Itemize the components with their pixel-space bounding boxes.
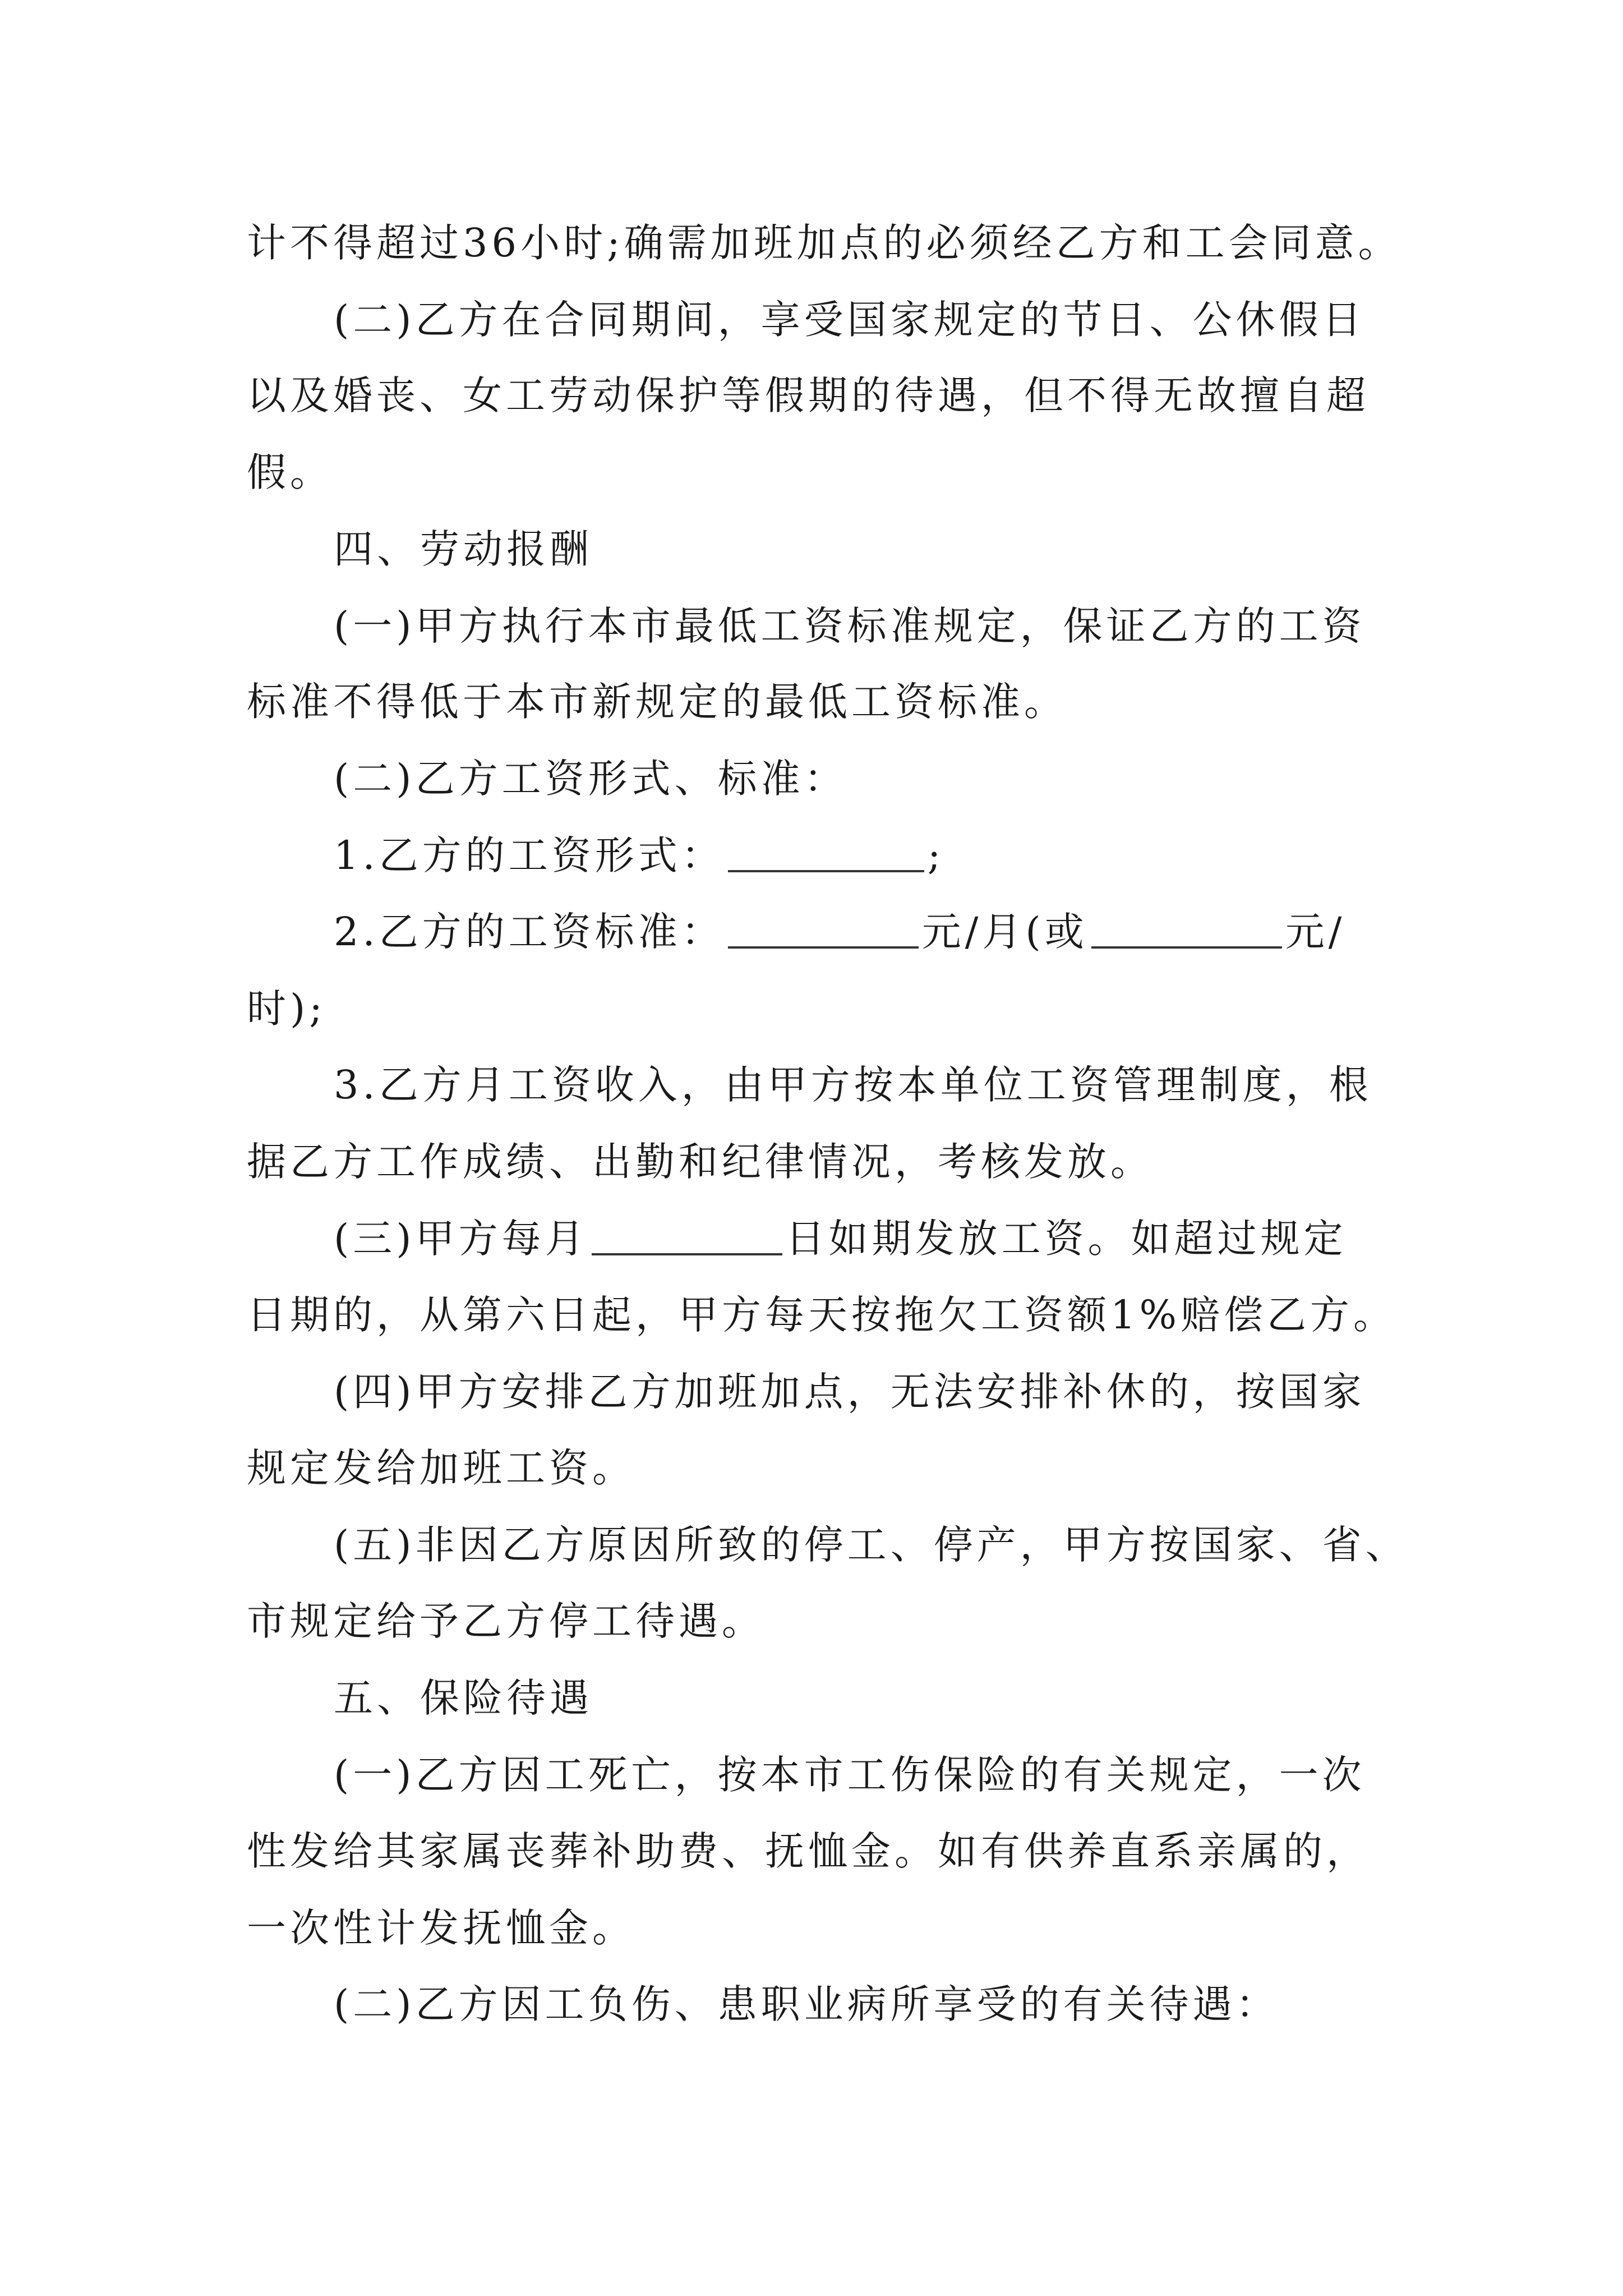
text-span: 据乙方工作成绩、出勤和纪律情况，考核发放。	[247, 1139, 1154, 1185]
text-span: (四)甲方安排乙方加班加点，无法安排补休的，按国家	[334, 1369, 1366, 1415]
text-span: ;	[927, 832, 945, 878]
paragraph-line	[247, 367, 1623, 424]
paragraph-line	[247, 215, 1623, 271]
fill-in-blank[interactable]	[728, 907, 919, 949]
text-span: (一)乙方因工死亡，按本市工伤保险的有关规定，一次	[334, 1752, 1366, 1798]
text-span: 3.乙方月工资收入，由甲方按本单位工资管理制度，根	[334, 1062, 1372, 1108]
fill-in-blank[interactable]	[592, 1214, 782, 1255]
text-span: 五、保险待遇	[334, 1675, 593, 1721]
text-span: 元/	[1285, 909, 1346, 955]
paragraph-line	[247, 1823, 1623, 1879]
section-heading	[334, 1670, 1623, 1726]
text-span: 日期的，从第六日起，甲方每天按拖欠工资额1%赔偿乙方。	[247, 1292, 1397, 1338]
paragraph-line	[247, 1900, 1623, 1956]
paragraph-line	[247, 1440, 1623, 1496]
text-span: 以及婚丧、女工劳动保护等假期的待遇，但不得无故擅自超	[247, 372, 1370, 418]
paragraph-line	[334, 751, 1623, 807]
text-span: 日如期发放工资。如超过规定	[785, 1216, 1347, 1262]
paragraph-line	[334, 1976, 1623, 2032]
text-span: (二)乙方在合同期间，享受国家规定的节日、公休假日	[334, 297, 1366, 343]
text-span: 规定发给加班工资。	[247, 1445, 635, 1491]
text-span: 2.乙方的工资标准：	[334, 909, 725, 955]
paragraph-line	[334, 292, 1623, 348]
paragraph-line	[247, 444, 1623, 500]
text-span: 标准不得低于本市新规定的最低工资标准。	[247, 679, 1067, 725]
text-span: 四、劳动报酬	[334, 526, 593, 572]
paragraph-line	[247, 1593, 1623, 1649]
paragraph-line	[334, 904, 1623, 960]
text-span: 1.乙方的工资形式：	[334, 832, 725, 878]
text-span: 时);	[247, 986, 326, 1032]
text-span: 计不得超过36小时;确需加班加点的必须经乙方和工会同意。	[247, 220, 1401, 266]
text-span: (三)甲方每月	[334, 1216, 588, 1262]
text-span: (五)非因乙方原因所致的停工、停产，甲方按国家、省、	[334, 1522, 1409, 1568]
text-span: 一次性计发抚恤金。	[247, 1905, 635, 1951]
text-span: 元/月(或	[921, 909, 1088, 955]
paragraph-line	[334, 1517, 1623, 1573]
paragraph-line	[334, 827, 1623, 884]
text-span: 市规定给予乙方停工待遇。	[247, 1598, 765, 1644]
text-span: (二)乙方工资形式、标准：	[334, 756, 847, 802]
paragraph-line	[334, 1057, 1623, 1113]
paragraph-line	[247, 981, 1623, 1037]
text-span: 性发给其家属丧葬补助费、抚恤金。如有供养直系亲属的，	[247, 1828, 1370, 1874]
paragraph-line	[247, 1287, 1623, 1343]
paragraph-line	[334, 1747, 1623, 1803]
text-span: (二)乙方因工负伤、患职业病所享受的有关待遇：	[334, 1981, 1279, 2027]
paragraph-line	[247, 1134, 1623, 1190]
paragraph-line	[247, 674, 1623, 730]
fill-in-blank[interactable]	[1091, 907, 1282, 949]
section-heading	[334, 521, 1623, 577]
paragraph-line	[334, 1211, 1623, 1267]
text-span: (一)甲方执行本市最低工资标准规定，保证乙方的工资	[334, 603, 1366, 649]
paragraph-line	[334, 1364, 1623, 1420]
paragraph-line	[334, 598, 1623, 654]
text-span: 假。	[247, 449, 333, 495]
fill-in-blank[interactable]	[728, 831, 924, 872]
